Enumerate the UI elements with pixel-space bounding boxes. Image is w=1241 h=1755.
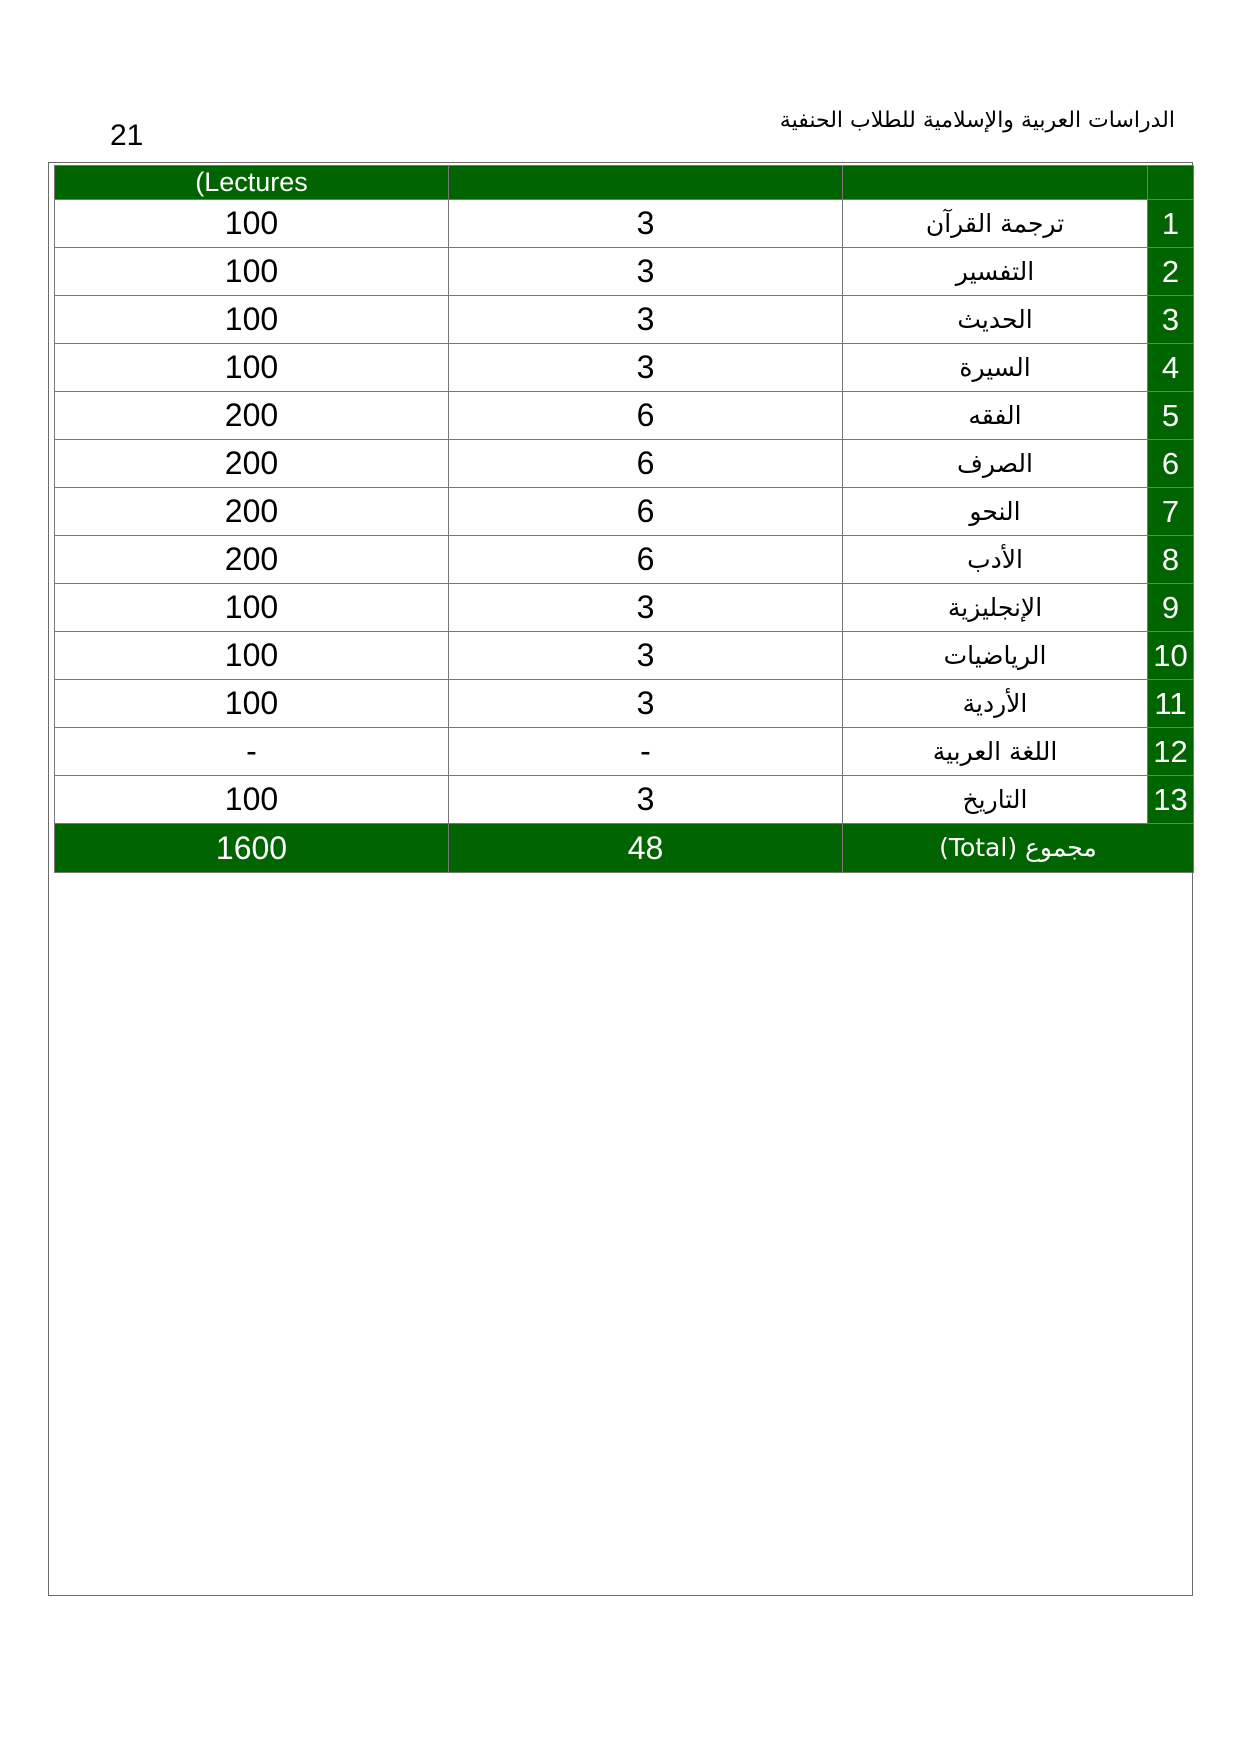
- total-hours-cell: 48: [449, 824, 843, 873]
- subject-cell: الحديث: [843, 296, 1148, 344]
- subject-cell: التفسير: [843, 248, 1148, 296]
- hours-cell: 3: [449, 632, 843, 680]
- row-number-cell: 12: [1148, 728, 1194, 776]
- hours-cell: 3: [449, 296, 843, 344]
- marks-cell: 200: [55, 440, 449, 488]
- table-row: [55, 296, 1194, 344]
- marks-cell: -: [55, 728, 449, 776]
- table-row: [55, 776, 1194, 824]
- marks-cell: 200: [55, 488, 449, 536]
- table-row: [55, 728, 1194, 776]
- table-row: [55, 248, 1194, 296]
- running-header: الدراسات العربية والإسلامية للطلاب الحنفية: [779, 108, 1175, 133]
- row-number-cell: 8: [1148, 536, 1194, 584]
- row-number-cell: 6: [1148, 440, 1194, 488]
- subject-cell: الإنجليزية: [843, 584, 1148, 632]
- marks-cell: 200: [55, 392, 449, 440]
- row-number-cell: 1: [1148, 200, 1194, 248]
- hours-cell: 6: [449, 536, 843, 584]
- curriculum-table: [54, 165, 1194, 873]
- hours-cell: 6: [449, 440, 843, 488]
- page-number: 21: [110, 119, 144, 152]
- table-row: [55, 488, 1194, 536]
- marks-cell: 200: [55, 536, 449, 584]
- subject-cell: السيرة: [843, 344, 1148, 392]
- hours-cell: -: [449, 728, 843, 776]
- marks-cell: 100: [55, 584, 449, 632]
- hours-cell: 3: [449, 200, 843, 248]
- marks-cell: 100: [55, 344, 449, 392]
- table-row: [55, 392, 1194, 440]
- row-number-cell: 11: [1148, 680, 1194, 728]
- hours-cell: 3: [449, 584, 843, 632]
- hours-cell: 3: [449, 248, 843, 296]
- row-number-cell: 2: [1148, 248, 1194, 296]
- row-number-cell: 4: [1148, 344, 1194, 392]
- header-num: [1148, 166, 1194, 200]
- table-header-row: [55, 166, 1194, 200]
- table-row: [55, 680, 1194, 728]
- marks-cell: 100: [55, 200, 449, 248]
- subject-cell: الصرف: [843, 440, 1148, 488]
- marks-cell: 100: [55, 776, 449, 824]
- row-number-cell: 5: [1148, 392, 1194, 440]
- row-number-cell: 13: [1148, 776, 1194, 824]
- header-subject: [843, 166, 1148, 200]
- subject-cell: الأدب: [843, 536, 1148, 584]
- marks-cell: 100: [55, 296, 449, 344]
- hours-cell: 6: [449, 488, 843, 536]
- subject-cell: التاريخ: [843, 776, 1148, 824]
- marks-cell: 100: [55, 248, 449, 296]
- subject-cell: اللغة العربية: [843, 728, 1148, 776]
- table-row: [55, 200, 1194, 248]
- marks-cell: 100: [55, 680, 449, 728]
- hours-cell: 3: [449, 344, 843, 392]
- header-hours: [449, 166, 843, 200]
- subject-cell: النحو: [843, 488, 1148, 536]
- table-row: [55, 344, 1194, 392]
- row-number-cell: 9: [1148, 584, 1194, 632]
- row-number-cell: 10: [1148, 632, 1194, 680]
- hours-cell: 3: [449, 776, 843, 824]
- subject-cell: الفقه: [843, 392, 1148, 440]
- table-row: [55, 536, 1194, 584]
- row-number-cell: 3: [1148, 296, 1194, 344]
- row-number-cell: 7: [1148, 488, 1194, 536]
- total-label-cell: مجموع (Total): [843, 824, 1194, 873]
- hours-cell: 3: [449, 680, 843, 728]
- subject-cell: الرياضيات: [843, 632, 1148, 680]
- total-row: [55, 824, 1194, 873]
- subject-cell: الأردية: [843, 680, 1148, 728]
- total-marks-cell: 1600: [55, 824, 449, 873]
- table-row: [55, 440, 1194, 488]
- subject-cell: ترجمة القرآن: [843, 200, 1148, 248]
- hours-cell: 6: [449, 392, 843, 440]
- table-row: [55, 632, 1194, 680]
- header-marks: (Lectures: [55, 166, 449, 200]
- marks-cell: 100: [55, 632, 449, 680]
- table-row: [55, 584, 1194, 632]
